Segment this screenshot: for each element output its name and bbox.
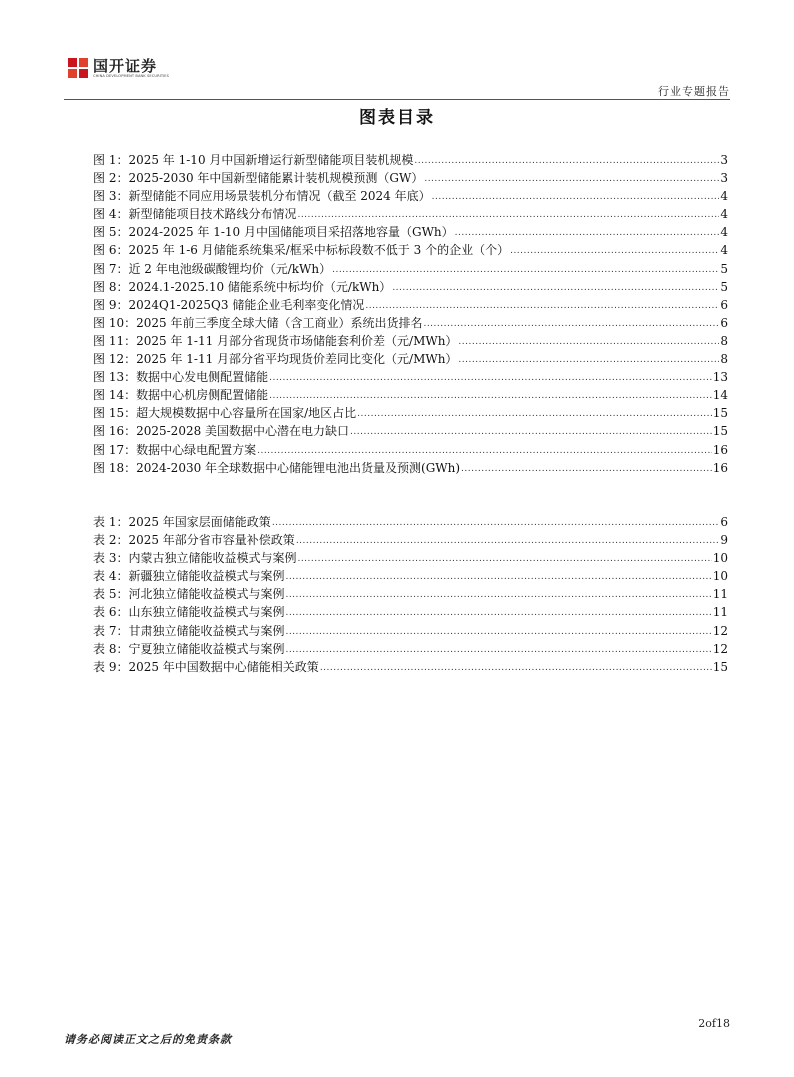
toc-entry-label: 表 3：内蒙古独立储能收益模式与案例 (93, 551, 297, 566)
toc-entry[interactable] (93, 169, 728, 187)
toc-entry[interactable] (93, 603, 728, 621)
toc-entry-label: 图 11：2025 年 1-11 月部分省现货市场储能套利价差（元/MWh） (93, 333, 458, 348)
toc-entry[interactable] (93, 260, 728, 278)
toc-entry[interactable] (93, 278, 728, 296)
toc-entry[interactable] (93, 567, 728, 585)
toc-entry-label: 表 8：宁夏独立储能收益模式与案例 (93, 641, 285, 656)
toc-entry-page: 15 (712, 659, 728, 674)
toc-entry[interactable] (93, 332, 728, 350)
toc-entry[interactable] (93, 223, 728, 241)
figures-toc (93, 151, 728, 477)
toc-entry[interactable] (93, 585, 728, 603)
toc-entry[interactable] (93, 404, 728, 422)
toc-leader-dots (458, 349, 719, 369)
toc-entry-label: 图 10：2025 年前三季度全球大储（含工商业）系统出货排名 (93, 315, 423, 330)
page-title: 图表目录 (359, 108, 435, 128)
toc-entry-page: 3 (720, 153, 728, 167)
toc-leader-dots (424, 168, 719, 188)
toc-entry-page: 15 (712, 406, 728, 421)
toc-entry-label: 图 15：超大规模数据中心容量所在国家/地区占比 (93, 406, 357, 421)
company-logo (68, 56, 169, 80)
toc-entry-page: 11 (712, 605, 728, 620)
toc-entry[interactable] (93, 350, 728, 368)
toc-entry-label: 图 5：2024-2025 年 1-10 月中国储能项目采招落地容量（GWh） (93, 225, 454, 240)
toc-entry[interactable] (93, 241, 728, 259)
toc-entry[interactable] (93, 459, 728, 477)
toc-entry[interactable] (93, 640, 728, 658)
toc-entry-label: 图 12：2025 年 1-11 月部分省平均现货价差同比变化（元/MWh） (93, 352, 458, 367)
toc-leader-dots (269, 367, 712, 387)
toc-entry-label: 图 1：2025 年 1-10 月中国新增运行新型储能项目装机规模 (93, 153, 414, 167)
toc-leader-dots (455, 222, 720, 242)
toc-leader-dots (285, 584, 711, 604)
toc-leader-dots (285, 566, 711, 586)
toc-entry-page: 15 (712, 424, 728, 439)
toc-leader-dots (285, 639, 711, 659)
toc-entry-label: 表 9：2025 年中国数据中心储能相关政策 (93, 659, 319, 674)
toc-entry[interactable] (93, 151, 728, 169)
toc-entry-page: 6 (720, 297, 728, 312)
toc-entry[interactable] (93, 441, 728, 459)
toc-leader-dots (285, 621, 711, 641)
toc-entry-page: 8 (720, 352, 728, 367)
toc-leader-dots (297, 548, 711, 568)
disclaimer-note: 请务必阅读正文之后的免责条款 (64, 1033, 232, 1046)
report-type: 行业专题报告 (658, 85, 730, 98)
toc-entry[interactable] (93, 549, 728, 567)
toc-entry-page: 12 (712, 641, 728, 656)
toc-entry-label: 图 3：新型储能不同应用场景装机分布情况（截至 2024 年底） (93, 189, 431, 204)
toc-entry-label: 表 7：甘肃独立储能收益模式与案例 (93, 623, 285, 638)
toc-leader-dots (272, 512, 720, 532)
toc-leader-dots (423, 313, 719, 333)
toc-leader-dots (285, 602, 711, 622)
toc-leader-dots (332, 259, 719, 279)
toc-entry[interactable] (93, 296, 728, 314)
toc-entry-label: 图 8：2024.1-2025.10 储能系统中标均价（元/kWh） (93, 279, 392, 294)
toc-entry[interactable] (93, 422, 728, 440)
toc-entry-page: 16 (712, 442, 728, 457)
toc-entry-page: 5 (720, 261, 728, 276)
toc-leader-dots (461, 458, 712, 478)
toc-entry-label: 表 2：2025 年部分省市容量补偿政策 (93, 533, 295, 548)
toc-entry-page: 10 (712, 569, 728, 584)
toc-entry-label: 图 2：2025-2030 年中国新型储能累计装机规模预测（GW） (93, 171, 424, 186)
toc-entry-page: 4 (720, 243, 728, 258)
toc-leader-dots (392, 277, 719, 297)
toc-leader-dots (350, 421, 712, 441)
logo-mark-icon (68, 58, 88, 78)
toc-entry-label: 图 16：2025-2028 美国数据中心潜在电力缺口 (93, 424, 350, 439)
toc-entry[interactable] (93, 513, 728, 531)
toc-entry-label: 图 6：2025 年 1-6 月储能系统集采/框采中标标段数不低于 3 个的企业（个） (93, 243, 510, 258)
toc-entry[interactable] (93, 187, 728, 205)
toc-entry-label: 图 4：新型储能项目技术路线分布情况 (93, 207, 297, 222)
toc-entry-page: 4 (720, 189, 728, 204)
logo-name-en: CHINA DEVELOPMENT BANK SECURITIES (93, 73, 170, 78)
logo-name-cn: 国开证券 (93, 56, 158, 75)
toc-entry-label: 图 17：数据中心绿电配置方案 (93, 442, 257, 457)
toc-leader-dots (297, 204, 719, 224)
page-number: 2of18 (698, 1017, 730, 1030)
toc-entry-label: 表 5：河北独立储能收益模式与案例 (93, 587, 285, 602)
toc-entry-page: 10 (712, 551, 728, 566)
toc-leader-dots (458, 331, 719, 351)
toc-entry-page: 4 (720, 207, 728, 222)
toc-entry-label: 图 14：数据中心机房侧配置储能 (93, 388, 269, 403)
toc-entry-page: 11 (712, 587, 728, 602)
toc-entry-page: 12 (712, 623, 728, 638)
toc-entry[interactable] (93, 658, 728, 676)
toc-entry-page: 13 (712, 370, 728, 385)
toc-entry-page: 16 (712, 460, 728, 475)
toc-entry[interactable] (93, 368, 728, 386)
toc-entry[interactable] (93, 622, 728, 640)
toc-entry-label: 图 9：2024Q1-2025Q3 储能企业毛利率变化情况 (93, 297, 365, 312)
toc-entry-page: 8 (720, 333, 728, 348)
toc-leader-dots (510, 240, 719, 260)
toc-entry-page: 4 (720, 225, 728, 240)
toc-entry-label: 图 18：2024-2030 年全球数据中心储能锂电池出货量及预测(GWh) (93, 460, 461, 475)
toc-entry-page: 6 (720, 515, 728, 529)
toc-entry[interactable] (93, 386, 728, 404)
toc-entry-label: 表 1：2025 年国家层面储能政策 (93, 515, 271, 529)
toc-entry-page: 9 (720, 533, 728, 548)
toc-leader-dots (320, 657, 712, 677)
tables-toc (93, 513, 728, 676)
toc-leader-dots (296, 530, 720, 550)
toc-entry-page: 6 (720, 315, 728, 330)
toc-entry-page: 5 (720, 279, 728, 294)
toc-leader-dots (414, 150, 719, 170)
toc-entry-label: 图 13：数据中心发电侧配置储能 (93, 370, 269, 385)
toc-entry-page: 3 (720, 171, 728, 186)
toc-leader-dots (432, 186, 720, 206)
toc-leader-dots (357, 403, 712, 423)
toc-entry-page: 14 (712, 388, 728, 403)
toc-entry[interactable] (93, 205, 728, 223)
header-divider (64, 99, 730, 100)
toc-leader-dots (269, 385, 712, 405)
toc-entry-label: 图 7：近 2 年电池级碳酸锂均价（元/kWh） (93, 261, 332, 276)
toc-entry[interactable] (93, 531, 728, 549)
toc-entry[interactable] (93, 314, 728, 332)
toc-leader-dots (365, 295, 719, 315)
toc-entry-label: 表 6：山东独立储能收益模式与案例 (93, 605, 285, 620)
toc-leader-dots (257, 440, 712, 460)
toc-entry-label: 表 4：新疆独立储能收益模式与案例 (93, 569, 285, 584)
